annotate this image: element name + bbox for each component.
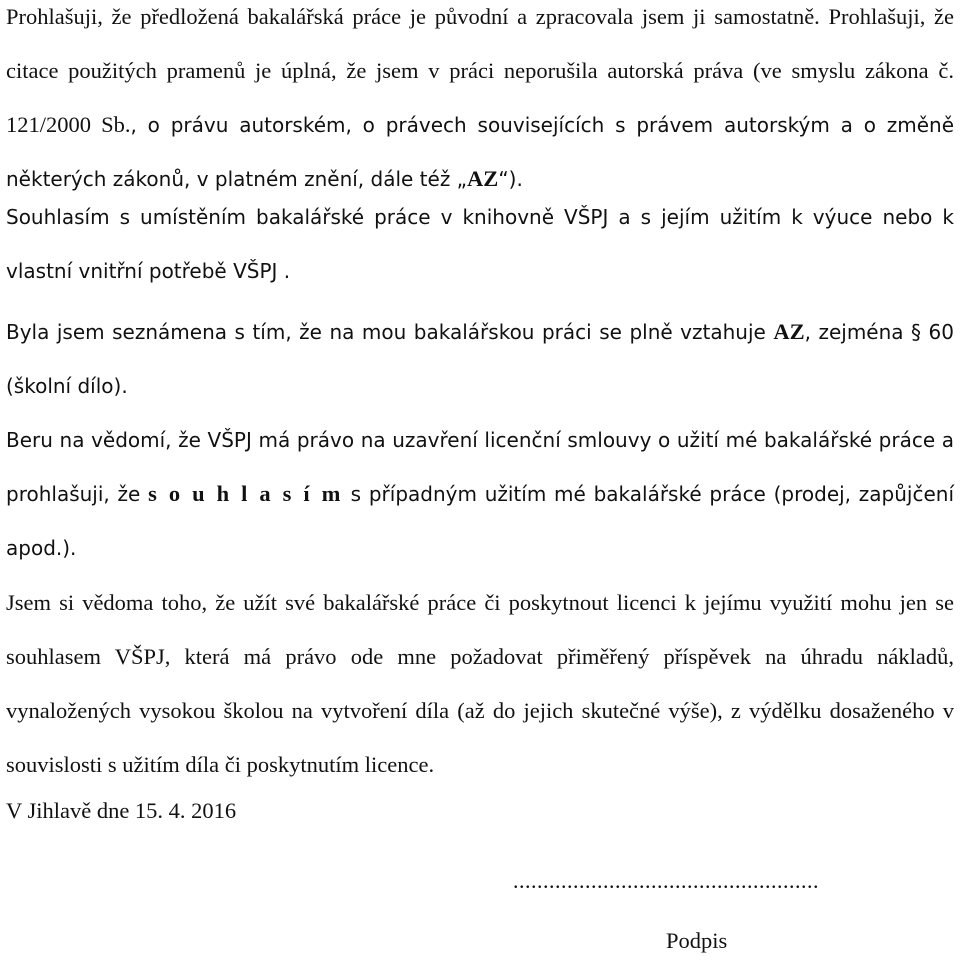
az-abbreviation: AZ <box>467 166 499 191</box>
license-text: Beru na vědomí, že VŠPJ má právo na uzavření licenční smlouvy o užití mé bakalářské práce a prohlašuji, že <box>6 428 954 506</box>
consent-word: s o u h l a s í m <box>148 481 343 506</box>
declaration-originality <box>6 0 954 206</box>
az-abbreviation: AZ <box>773 319 805 344</box>
declaration-library-consent: Souhlasím s umístěním bakalářské práce v knihovně VŠPJ a s jejím užitím k výuce nebo k vlastní vnitřní potřebě VŠPJ . <box>6 205 954 283</box>
declaration-license <box>6 413 954 575</box>
originality-text: Prohlašuji, že předložená bakalářská práce je původní a zpracovala jsem ji samostatně. Prohlašuji, že citace použitých pramenů je úplná, že jsem v práci neporušila autorská práva (ve smyslu zákona č. 121/2000 Sb. <box>6 4 954 137</box>
school-work-text: Byla jsem seznámena s tím, že na mou bakalářskou práci se plně vztahuje <box>6 320 774 344</box>
closing-text: “). <box>498 167 523 191</box>
declaration-school-work <box>6 305 954 413</box>
declaration-page <box>6 0 954 960</box>
declaration-awareness: Jsem si vědoma toho, že užít své bakalářské práce či poskytnout licenci k jejímu využití mohu jen se souhlasem VŠPJ, která má právo ode mne požadovat přiměřený příspěvek na úhradu nákladů, vynaložených vysokou školou na vytvoření díla (až do jejich skutečné výše), z výdělku dosaženého v souvislosti s užitím díla či poskytnutím licence. <box>6 590 954 777</box>
signature-label: Podpis <box>666 928 728 953</box>
place-and-date: V Jihlavě dne 15. 4. 2016 <box>6 798 237 823</box>
school-work-section-text: , zejména § 60 (školní dílo). <box>6 320 954 398</box>
license-usage-text: s případným užitím mé bakalářské práce (prodej, zapůjčení apod.). <box>6 482 954 560</box>
signature-line: ................................................... <box>513 868 819 893</box>
copyright-act-text: , o právu autorském, o právech souvisejících s právem autorským a o změně některých zákonů, v platném znění, dále též „ <box>6 113 955 191</box>
